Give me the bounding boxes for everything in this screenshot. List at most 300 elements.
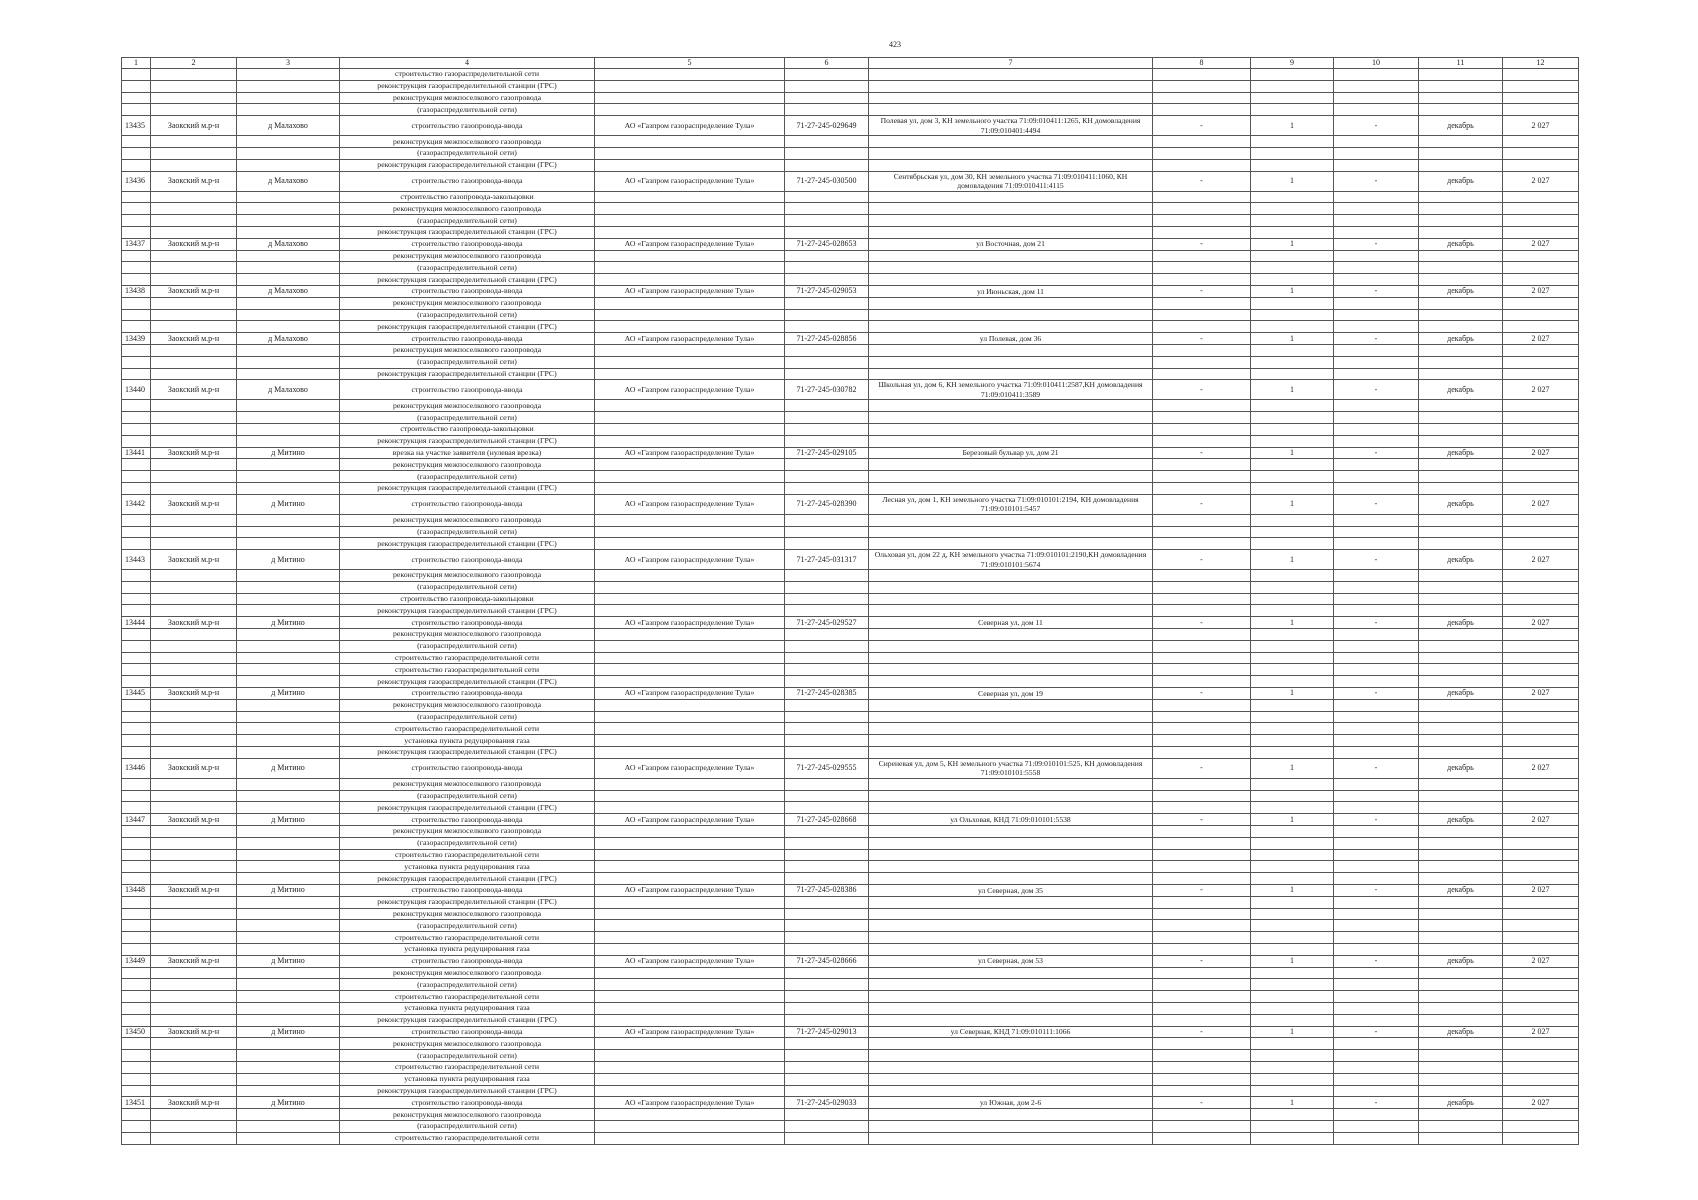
col-9-value bbox=[1251, 226, 1334, 238]
work-type: реконструкция межпоселкового газопровода bbox=[340, 967, 595, 979]
col-10-value bbox=[1334, 861, 1419, 873]
address: Лесная ул, дом 1, КН земельного участка 71:09:010101:2194, КН домовладения 71:09:010101:5457 bbox=[869, 494, 1153, 514]
month bbox=[1419, 837, 1503, 849]
table-row bbox=[122, 814, 1579, 826]
application-number bbox=[785, 932, 869, 944]
table-row bbox=[122, 979, 1579, 991]
col-9-value bbox=[1251, 676, 1334, 688]
year bbox=[1503, 570, 1579, 582]
table-row bbox=[122, 837, 1579, 849]
col-9-value bbox=[1251, 1038, 1334, 1050]
district bbox=[151, 147, 237, 159]
organization bbox=[595, 802, 785, 814]
organization bbox=[595, 191, 785, 203]
record-number bbox=[122, 1002, 151, 1014]
month: декабрь bbox=[1419, 1026, 1503, 1038]
col-10-value bbox=[1334, 967, 1419, 979]
organization bbox=[595, 944, 785, 956]
month bbox=[1419, 593, 1503, 605]
col-8-value bbox=[1153, 400, 1251, 412]
application-number: 71-27-245-029649 bbox=[785, 116, 869, 136]
application-number: 71-27-245-028668 bbox=[785, 814, 869, 826]
district bbox=[151, 991, 237, 1003]
application-number bbox=[785, 1050, 869, 1062]
work-type: строительство газораспределительной сети bbox=[340, 991, 595, 1003]
col-8-value bbox=[1153, 191, 1251, 203]
col-10-value bbox=[1334, 581, 1419, 593]
organization bbox=[595, 435, 785, 447]
record-number bbox=[122, 92, 151, 104]
work-type: реконструкция газораспределительной станции (ГРС) bbox=[340, 482, 595, 494]
organization bbox=[595, 723, 785, 735]
settlement bbox=[237, 747, 340, 759]
application-number bbox=[785, 664, 869, 676]
settlement bbox=[237, 605, 340, 617]
record-number: 13441 bbox=[122, 447, 151, 459]
record-number bbox=[122, 262, 151, 274]
organization bbox=[595, 664, 785, 676]
application-number bbox=[785, 802, 869, 814]
month bbox=[1419, 356, 1503, 368]
settlement bbox=[237, 159, 340, 171]
table-row bbox=[122, 274, 1579, 286]
application-number bbox=[785, 297, 869, 309]
table-row bbox=[122, 1038, 1579, 1050]
year bbox=[1503, 1120, 1579, 1132]
record-number: 13436 bbox=[122, 171, 151, 191]
col-8-value bbox=[1153, 80, 1251, 92]
application-number bbox=[785, 274, 869, 286]
record-number bbox=[122, 896, 151, 908]
district bbox=[151, 873, 237, 885]
address bbox=[869, 711, 1153, 723]
settlement bbox=[237, 297, 340, 309]
col-8-value bbox=[1153, 514, 1251, 526]
col-10-value bbox=[1334, 136, 1419, 148]
col-9-value: 1 bbox=[1251, 380, 1334, 400]
address: Северная ул, дом 19 bbox=[869, 688, 1153, 700]
month bbox=[1419, 802, 1503, 814]
record-number bbox=[122, 1085, 151, 1097]
application-number bbox=[785, 967, 869, 979]
work-type: реконструкция межпоселкового газопровода bbox=[340, 297, 595, 309]
address bbox=[869, 837, 1153, 849]
district bbox=[151, 896, 237, 908]
record-number bbox=[122, 1109, 151, 1121]
work-type: установка пункта редуцирования газа bbox=[340, 944, 595, 956]
col-8-value bbox=[1153, 802, 1251, 814]
month bbox=[1419, 526, 1503, 538]
settlement: д Митино bbox=[237, 955, 340, 967]
district bbox=[151, 203, 237, 215]
record-number bbox=[122, 920, 151, 932]
application-number: 71-27-245-028386 bbox=[785, 885, 869, 897]
settlement bbox=[237, 778, 340, 790]
month: декабрь bbox=[1419, 688, 1503, 700]
col-8-value bbox=[1153, 861, 1251, 873]
record-number bbox=[122, 735, 151, 747]
district: Заокский м.р-н bbox=[151, 238, 237, 250]
record-number bbox=[122, 80, 151, 92]
address: Сиреневая ул, дом 5, КН земельного участка 71:09:010101:525, КН домовладения 71:09:010101:5558 bbox=[869, 758, 1153, 778]
organization bbox=[595, 1120, 785, 1132]
record-number bbox=[122, 400, 151, 412]
col-9-value: 1 bbox=[1251, 688, 1334, 700]
col-8-value bbox=[1153, 640, 1251, 652]
address bbox=[869, 191, 1153, 203]
table-row bbox=[122, 896, 1579, 908]
address bbox=[869, 309, 1153, 321]
month: декабрь bbox=[1419, 116, 1503, 136]
col-10-value: - bbox=[1334, 550, 1419, 570]
month bbox=[1419, 932, 1503, 944]
table-row bbox=[122, 1085, 1579, 1097]
record-number bbox=[122, 629, 151, 641]
work-type: реконструкция межпоселкового газопровода bbox=[340, 203, 595, 215]
settlement bbox=[237, 262, 340, 274]
col-9-value bbox=[1251, 309, 1334, 321]
settlement: д Малахово bbox=[237, 333, 340, 345]
address bbox=[869, 570, 1153, 582]
organization: АО «Газпром газораспределение Тула» bbox=[595, 1097, 785, 1109]
col-8-value bbox=[1153, 459, 1251, 471]
application-number: 71-27-245-030500 bbox=[785, 171, 869, 191]
settlement bbox=[237, 979, 340, 991]
record-number bbox=[122, 159, 151, 171]
settlement bbox=[237, 593, 340, 605]
col-10-value: - bbox=[1334, 380, 1419, 400]
application-number bbox=[785, 581, 869, 593]
year bbox=[1503, 514, 1579, 526]
organization bbox=[595, 1014, 785, 1026]
col-9-value bbox=[1251, 344, 1334, 356]
settlement bbox=[237, 80, 340, 92]
district bbox=[151, 735, 237, 747]
year bbox=[1503, 250, 1579, 262]
district bbox=[151, 640, 237, 652]
organization: АО «Газпром газораспределение Тула» bbox=[595, 285, 785, 297]
col-8-value bbox=[1153, 932, 1251, 944]
table-row bbox=[122, 723, 1579, 735]
application-number bbox=[785, 652, 869, 664]
work-type: строительство газопровода-закольцовки bbox=[340, 191, 595, 203]
month bbox=[1419, 979, 1503, 991]
application-number: 71-27-245-028666 bbox=[785, 955, 869, 967]
record-number bbox=[122, 1073, 151, 1085]
month bbox=[1419, 920, 1503, 932]
work-type: строительство газопровода-ввода bbox=[340, 955, 595, 967]
col-8-value bbox=[1153, 159, 1251, 171]
col-9-value bbox=[1251, 896, 1334, 908]
col-9-value bbox=[1251, 570, 1334, 582]
table-row bbox=[122, 147, 1579, 159]
record-number bbox=[122, 711, 151, 723]
table-row bbox=[122, 1132, 1579, 1144]
work-type: реконструкция межпоселкового газопровода bbox=[340, 136, 595, 148]
district bbox=[151, 538, 237, 550]
address bbox=[869, 412, 1153, 424]
address bbox=[869, 640, 1153, 652]
table-row bbox=[122, 778, 1579, 790]
work-type: реконструкция межпоселкового газопровода bbox=[340, 1038, 595, 1050]
month bbox=[1419, 605, 1503, 617]
application-number bbox=[785, 826, 869, 838]
district: Заокский м.р-н bbox=[151, 955, 237, 967]
settlement bbox=[237, 640, 340, 652]
col-8-value bbox=[1153, 309, 1251, 321]
col-8-value bbox=[1153, 826, 1251, 838]
settlement bbox=[237, 191, 340, 203]
district bbox=[151, 191, 237, 203]
table-row bbox=[122, 136, 1579, 148]
application-number bbox=[785, 1132, 869, 1144]
record-number: 13435 bbox=[122, 116, 151, 136]
month: декабрь bbox=[1419, 380, 1503, 400]
year bbox=[1503, 459, 1579, 471]
application-number bbox=[785, 435, 869, 447]
table-row bbox=[122, 80, 1579, 92]
month bbox=[1419, 849, 1503, 861]
work-type: строительство газопровода-ввода bbox=[340, 380, 595, 400]
work-type: реконструкция межпоселкового газопровода bbox=[340, 400, 595, 412]
settlement bbox=[237, 526, 340, 538]
address bbox=[869, 514, 1153, 526]
table-row bbox=[122, 104, 1579, 116]
col-8-value bbox=[1153, 1073, 1251, 1085]
organization bbox=[595, 778, 785, 790]
settlement bbox=[237, 356, 340, 368]
district bbox=[151, 344, 237, 356]
address bbox=[869, 80, 1153, 92]
month bbox=[1419, 676, 1503, 688]
organization bbox=[595, 979, 785, 991]
organization: АО «Газпром газораспределение Тула» bbox=[595, 333, 785, 345]
col-10-value bbox=[1334, 747, 1419, 759]
col-10-value: - bbox=[1334, 885, 1419, 897]
year bbox=[1503, 1002, 1579, 1014]
table-row bbox=[122, 423, 1579, 435]
settlement bbox=[237, 104, 340, 116]
settlement: д Митино bbox=[237, 814, 340, 826]
settlement bbox=[237, 581, 340, 593]
col-10-value bbox=[1334, 570, 1419, 582]
table-row bbox=[122, 758, 1579, 778]
organization bbox=[595, 514, 785, 526]
record-number bbox=[122, 652, 151, 664]
year: 2 027 bbox=[1503, 885, 1579, 897]
application-number bbox=[785, 159, 869, 171]
col-10-value: - bbox=[1334, 285, 1419, 297]
organization bbox=[595, 932, 785, 944]
record-number: 13449 bbox=[122, 955, 151, 967]
col-10-value bbox=[1334, 344, 1419, 356]
work-type: (газораспределительной сети) bbox=[340, 711, 595, 723]
address bbox=[869, 664, 1153, 676]
month: декабрь bbox=[1419, 758, 1503, 778]
organization bbox=[595, 1085, 785, 1097]
organization: АО «Газпром газораспределение Тула» bbox=[595, 447, 785, 459]
address bbox=[869, 979, 1153, 991]
organization: АО «Газпром газораспределение Тула» bbox=[595, 494, 785, 514]
col-8-value bbox=[1153, 215, 1251, 227]
address bbox=[869, 1014, 1153, 1026]
month bbox=[1419, 1132, 1503, 1144]
col-10-value bbox=[1334, 991, 1419, 1003]
district bbox=[151, 215, 237, 227]
col-10-value bbox=[1334, 1120, 1419, 1132]
record-number bbox=[122, 699, 151, 711]
table-row bbox=[122, 238, 1579, 250]
col-9-value bbox=[1251, 92, 1334, 104]
organization bbox=[595, 873, 785, 885]
district bbox=[151, 368, 237, 380]
address bbox=[869, 1038, 1153, 1050]
organization: АО «Газпром газораспределение Тула» bbox=[595, 116, 785, 136]
month bbox=[1419, 80, 1503, 92]
col-8-value bbox=[1153, 711, 1251, 723]
district bbox=[151, 979, 237, 991]
col-8-value bbox=[1153, 676, 1251, 688]
col-9-value bbox=[1251, 1014, 1334, 1026]
year bbox=[1503, 203, 1579, 215]
district bbox=[151, 802, 237, 814]
record-number bbox=[122, 356, 151, 368]
address bbox=[869, 1085, 1153, 1097]
address bbox=[869, 104, 1153, 116]
record-number bbox=[122, 1120, 151, 1132]
month bbox=[1419, 136, 1503, 148]
work-type: реконструкция газораспределительной станции (ГРС) bbox=[340, 1085, 595, 1097]
column-header: 5 bbox=[595, 58, 785, 69]
address bbox=[869, 538, 1153, 550]
year: 2 027 bbox=[1503, 617, 1579, 629]
month bbox=[1419, 482, 1503, 494]
district bbox=[151, 664, 237, 676]
application-number: 71-27-245-028653 bbox=[785, 238, 869, 250]
col-10-value bbox=[1334, 1132, 1419, 1144]
col-8-value: - bbox=[1153, 171, 1251, 191]
work-type: реконструкция межпоселкового газопровода bbox=[340, 778, 595, 790]
col-10-value bbox=[1334, 412, 1419, 424]
organization bbox=[595, 69, 785, 81]
district bbox=[151, 629, 237, 641]
application-number bbox=[785, 1085, 869, 1097]
col-10-value bbox=[1334, 664, 1419, 676]
address bbox=[869, 69, 1153, 81]
month: декабрь bbox=[1419, 285, 1503, 297]
address: ул Восточная, дом 21 bbox=[869, 238, 1153, 250]
year bbox=[1503, 400, 1579, 412]
col-9-value bbox=[1251, 640, 1334, 652]
year bbox=[1503, 932, 1579, 944]
record-number bbox=[122, 932, 151, 944]
settlement bbox=[237, 1002, 340, 1014]
col-10-value bbox=[1334, 538, 1419, 550]
settlement: д Малахово bbox=[237, 380, 340, 400]
col-10-value bbox=[1334, 837, 1419, 849]
organization bbox=[595, 309, 785, 321]
address: ул Июньская, дом 11 bbox=[869, 285, 1153, 297]
organization bbox=[595, 652, 785, 664]
col-8-value bbox=[1153, 581, 1251, 593]
organization bbox=[595, 423, 785, 435]
address bbox=[869, 344, 1153, 356]
col-8-value bbox=[1153, 526, 1251, 538]
record-number bbox=[122, 412, 151, 424]
work-type: реконструкция межпоселкового газопровода bbox=[340, 250, 595, 262]
year bbox=[1503, 802, 1579, 814]
settlement bbox=[237, 570, 340, 582]
col-8-value bbox=[1153, 423, 1251, 435]
address bbox=[869, 991, 1153, 1003]
record-number: 13448 bbox=[122, 885, 151, 897]
work-type: реконструкция газораспределительной станции (ГРС) bbox=[340, 747, 595, 759]
record-number bbox=[122, 435, 151, 447]
month: декабрь bbox=[1419, 550, 1503, 570]
col-10-value bbox=[1334, 1085, 1419, 1097]
col-10-value bbox=[1334, 104, 1419, 116]
month bbox=[1419, 826, 1503, 838]
col-8-value: - bbox=[1153, 885, 1251, 897]
district: Заокский м.р-н bbox=[151, 885, 237, 897]
column-header: 12 bbox=[1503, 58, 1579, 69]
settlement bbox=[237, 699, 340, 711]
application-number bbox=[785, 1002, 869, 1014]
col-10-value bbox=[1334, 723, 1419, 735]
work-type: (газораспределительной сети) bbox=[340, 1120, 595, 1132]
month bbox=[1419, 908, 1503, 920]
organization bbox=[595, 837, 785, 849]
month bbox=[1419, 412, 1503, 424]
col-10-value bbox=[1334, 1109, 1419, 1121]
col-10-value bbox=[1334, 605, 1419, 617]
application-number bbox=[785, 873, 869, 885]
col-9-value bbox=[1251, 482, 1334, 494]
table-row bbox=[122, 699, 1579, 711]
year bbox=[1503, 368, 1579, 380]
year bbox=[1503, 629, 1579, 641]
record-number bbox=[122, 309, 151, 321]
settlement bbox=[237, 1038, 340, 1050]
address bbox=[869, 778, 1153, 790]
application-number bbox=[785, 1061, 869, 1073]
col-10-value: - bbox=[1334, 1026, 1419, 1038]
col-9-value bbox=[1251, 262, 1334, 274]
col-8-value bbox=[1153, 356, 1251, 368]
settlement bbox=[237, 802, 340, 814]
col-10-value: - bbox=[1334, 447, 1419, 459]
table-row bbox=[122, 494, 1579, 514]
address bbox=[869, 159, 1153, 171]
district bbox=[151, 435, 237, 447]
address bbox=[869, 526, 1153, 538]
address bbox=[869, 215, 1153, 227]
organization bbox=[595, 297, 785, 309]
district bbox=[151, 790, 237, 802]
col-8-value bbox=[1153, 435, 1251, 447]
col-10-value bbox=[1334, 802, 1419, 814]
month bbox=[1419, 640, 1503, 652]
organization bbox=[595, 605, 785, 617]
col-8-value: - bbox=[1153, 550, 1251, 570]
work-type: реконструкция газораспределительной станции (ГРС) bbox=[340, 368, 595, 380]
address bbox=[869, 802, 1153, 814]
address: ул Полевая, дом 36 bbox=[869, 333, 1153, 345]
col-9-value bbox=[1251, 1002, 1334, 1014]
settlement bbox=[237, 215, 340, 227]
month bbox=[1419, 873, 1503, 885]
district bbox=[151, 778, 237, 790]
